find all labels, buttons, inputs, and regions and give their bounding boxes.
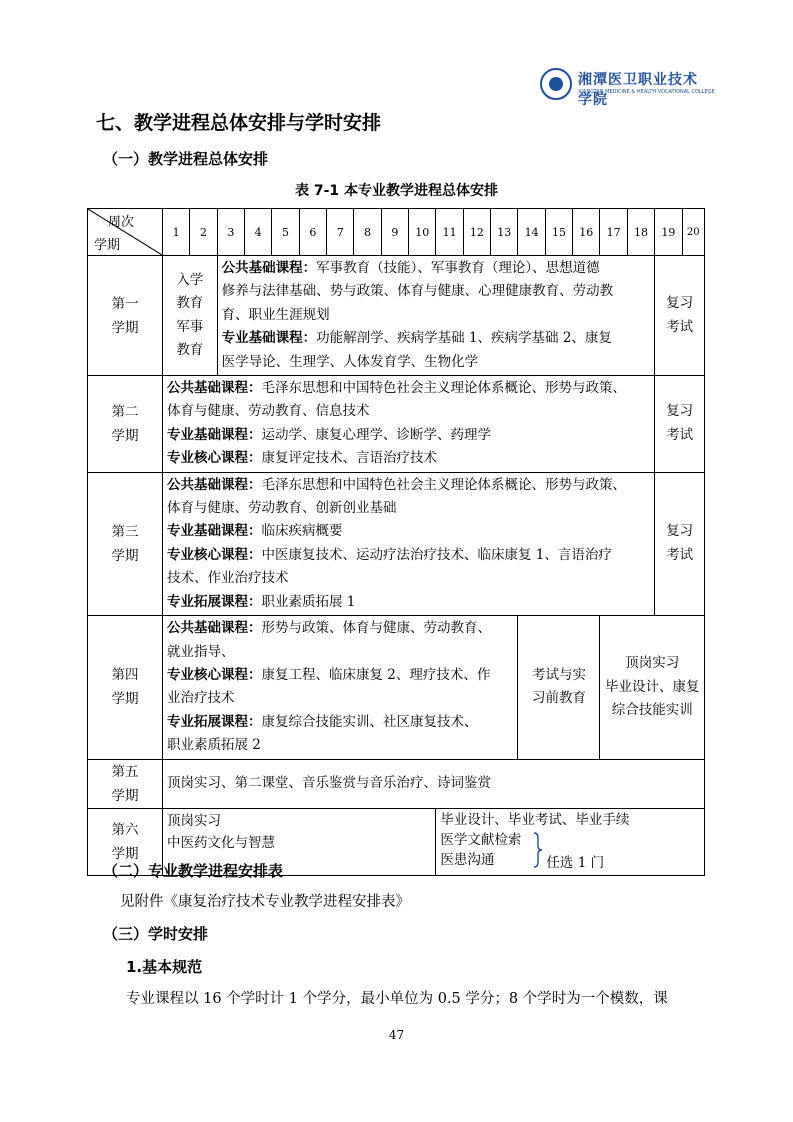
semester-4-row [88,616,705,759]
week-number: 13 [491,209,518,256]
college-logo [540,68,715,108]
semester-4-label: 第四 学期 [88,616,163,759]
week-number: 4 [245,209,272,256]
week-number: 3 [217,209,244,256]
semester-3-row [88,472,705,615]
page-number: 47 [388,1028,405,1042]
semester-6-right: 毕业设计、毕业考试、毕业手续 医学文献检索 医患沟通 任选 1 门 [436,808,705,875]
week-number: 14 [518,209,545,256]
elective-note: 任选 1 门 [546,854,605,871]
semester-2-courses: 公共基础课程：毛泽东思想和中国特色社会主义理论体系概论、形势与政策、 体育与健康、劳动教育、信息技术 专业基础课程：运动学、康复心理学、诊断学、药理学 专业核心课程：康复评定技术、言语治疗技术 [162,376,654,473]
semester-3-courses: 公共基础课程：毛泽东思想和中国特色社会主义理论体系概论、形势与政策、 体育与健康、劳动教育、创新创业基础 专业基础课程：临床疾病概要 专业核心课程：中医康复技术、运动疗法治疗技术、临床康复 1、言语治疗 技术、作业治疗技术 专业拓展课程：职业素质拓展 1 [162,472,654,615]
week-number: 15 [545,209,572,256]
corner-week-label: 周次 [107,215,134,230]
corner-cell [88,209,163,256]
semester-4-courses: 公共基础课程：形势与政策、体育与健康、劳动教育、 就业指导、 专业核心课程：康复工程、临床康复 2、理疗技术、作 业治疗技术 专业拓展课程：康复综合技能实训、社区康复技术、 职业素质拓展 2 [162,616,517,759]
semester-5-label: 第五 学期 [88,759,163,808]
semester-5-row [88,759,705,808]
corner-semester-label: 学期 [94,238,121,253]
week-number: 1 [162,209,189,256]
semester-1-row [88,256,705,376]
semester-5-courses: 顶岗实习、第二课堂、音乐鉴赏与音乐治疗、诗词鉴赏 [162,759,704,808]
week-number: 17 [600,209,627,256]
semester-4-internship: 顶岗实习 毕业设计、康复 综合技能实训 [600,616,705,759]
semester-1-review: 复习 考试 [655,256,705,376]
week-number: 6 [299,209,326,256]
week-number: 2 [190,209,217,256]
week-number: 11 [436,209,463,256]
week-number: 19 [655,209,682,256]
attachment-note: 见附件《康复治疗技术专业教学进程安排表》 [120,894,410,910]
semester-2-review: 复习 考试 [655,376,705,473]
week-number: 9 [381,209,408,256]
semester-2-row [88,376,705,473]
week-number: 5 [272,209,299,256]
logo-english-name: XIANGTAN MEDICINE & HEALTH VOCATIONAL COLLEGE [578,89,715,95]
semester-1-courses: 公共基础课程：军事教育（技能）、军事教育（理论）、思想道德 修养与法律基础、势与政策、体育与健康、心理健康教育、劳动教 育、职业生涯规划 专业基础课程：功能解剖学、疾病学基础 1、疾病学基础 2、康复 医学导论、生理学、人体发育学、生物化学 [217,256,655,376]
semester-2-label: 第二 学期 [88,376,163,473]
week-number: 20 [682,209,705,256]
semester-6-left: 顶岗实习 中医药文化与智慧 [162,808,435,875]
semester-3-review: 复习 考试 [655,472,705,615]
week-number: 8 [354,209,381,256]
subsection-4-title: 1.基本规范 [126,958,203,976]
week-number: 7 [327,209,354,256]
week-number: 16 [573,209,600,256]
week-number: 10 [409,209,436,256]
college-emblem [540,68,572,100]
schedule-table [87,208,705,876]
section-title: 七、教学进程总体安排与学时安排 [96,112,382,134]
logo-chinese-name: 湘潭医卫职业技术学院 [578,72,698,108]
week-number: 18 [627,209,654,256]
subsection-3-title: （三）学时安排 [103,925,209,943]
brace-icon [532,832,544,868]
subsection-1-title: （一）教学进程总体安排 [103,150,269,168]
semester-1-label: 第一 学期 [88,256,163,376]
semester-3-label: 第三 学期 [88,472,163,615]
week-number: 12 [463,209,490,256]
semester-6-label: 第六 学期 [88,808,163,875]
table-caption: 表 7-1 本专业教学进程总体安排 [294,183,499,199]
entry-education-cell: 入学 教育 军事 教育 [162,256,217,376]
body-paragraph: 专业课程以 16 个学时计 1 个学分，最小单位为 0.5 学分；8 个学时为一个模数，课 [126,991,668,1007]
week-header-row [88,209,705,256]
semester-4-exam-prep: 考试与实 习前教育 [518,616,600,759]
subsection-2-title: （二）专业教学进程安排表 [103,862,284,880]
